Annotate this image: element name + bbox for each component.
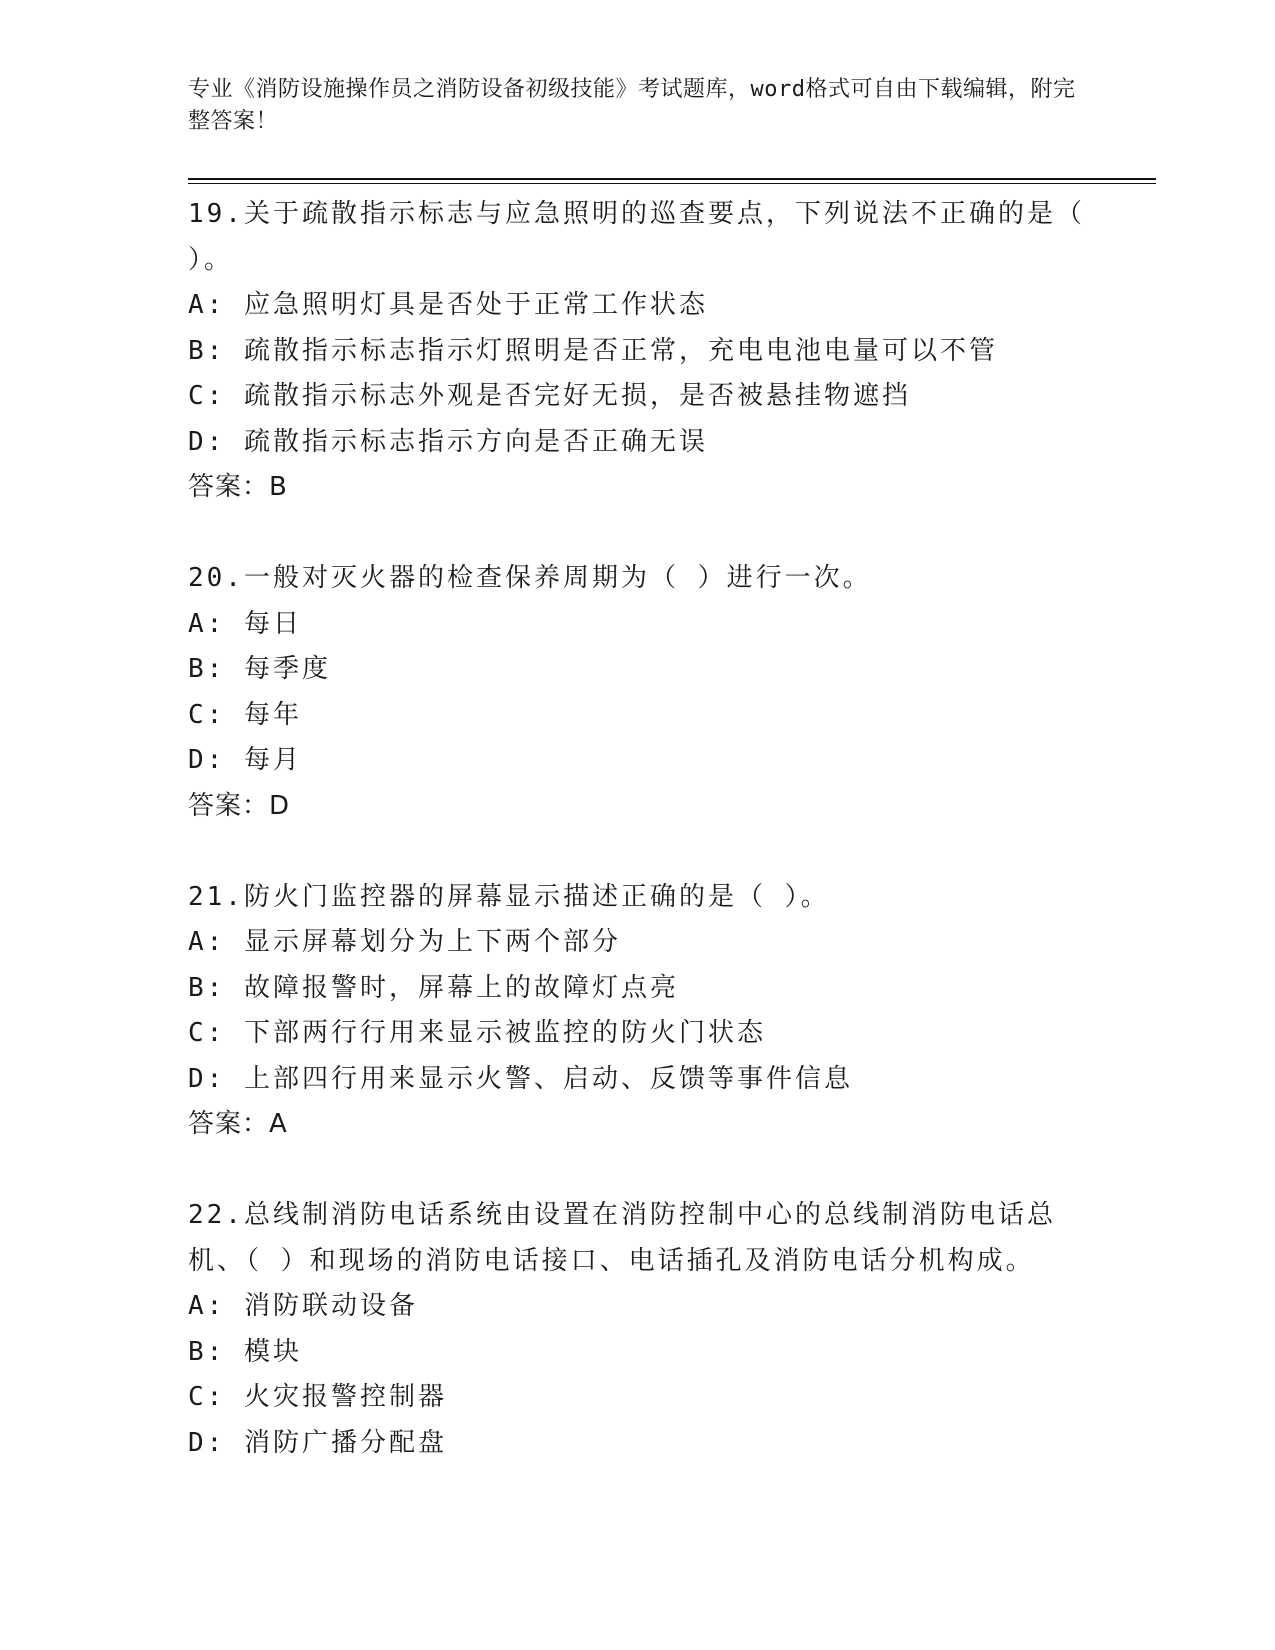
question-stem: 19.关于疏散指示标志与应急照明的巡查要点，下列说法不正确的是（ ）。 bbox=[188, 199, 1085, 275]
answer-label: 答案：D bbox=[188, 790, 291, 821]
option-a: A: 消防联动设备 bbox=[188, 1291, 418, 1321]
option-b: B: 每季度 bbox=[188, 654, 331, 684]
option-b: B: 模块 bbox=[188, 1336, 302, 1367]
option-d: D: 疏散指示标志指示方向是否正确无误 bbox=[188, 426, 708, 457]
header-divider-thin bbox=[188, 183, 1156, 184]
header-divider bbox=[188, 178, 1156, 180]
option-b: B: 疏散指示标志指示灯照明是否正常，充电电池电量可以不管 bbox=[188, 335, 998, 366]
option-c: C: 火灾报警控制器 bbox=[188, 1382, 447, 1412]
option-c: C: 疏散指示标志外观是否完好无损，是否被悬挂物遮挡 bbox=[188, 381, 911, 411]
option-b: B: 故障报警时，屏幕上的故障灯点亮 bbox=[188, 972, 679, 1003]
option-c: C: 每年 bbox=[188, 699, 302, 730]
question-22 bbox=[188, 1193, 1088, 1466]
question-19 bbox=[188, 192, 1088, 511]
question-stem: 22.总线制消防电话系统由设置在消防控制中心的总线制消防电话总机、（ ）和现场的消防电话接口、电话插孔及消防电话分机构成。 bbox=[188, 1200, 1056, 1276]
option-a: A: 显示屏幕划分为上下两个部分 bbox=[188, 927, 621, 957]
document-header-text: 专业《消防设施操作员之消防设备初级技能》考试题库，word格式可自由下载编辑，附完整答案！ bbox=[188, 77, 1076, 134]
question-21 bbox=[188, 875, 1088, 1148]
question-list bbox=[188, 192, 1088, 1512]
option-d: D: 消防广播分配盘 bbox=[188, 1427, 447, 1458]
option-a: A: 每日 bbox=[188, 608, 302, 639]
option-d: D: 每月 bbox=[188, 745, 302, 775]
option-d: D: 上部四行用来显示火警、启动、反馈等事件信息 bbox=[188, 1063, 853, 1094]
answer-label: 答案：A bbox=[188, 1109, 288, 1139]
question-stem: 21.防火门监控器的屏幕显示描述正确的是（ ）。 bbox=[188, 881, 830, 912]
question-stem: 20.一般对灭火器的检查保养周期为（ ）进行一次。 bbox=[188, 563, 872, 593]
answer-label: 答案：B bbox=[188, 472, 288, 502]
option-a: A: 应急照明灯具是否处于正常工作状态 bbox=[188, 290, 708, 320]
option-c: C: 下部两行行用来显示被监控的防火门状态 bbox=[188, 1018, 766, 1048]
question-20 bbox=[188, 556, 1088, 829]
